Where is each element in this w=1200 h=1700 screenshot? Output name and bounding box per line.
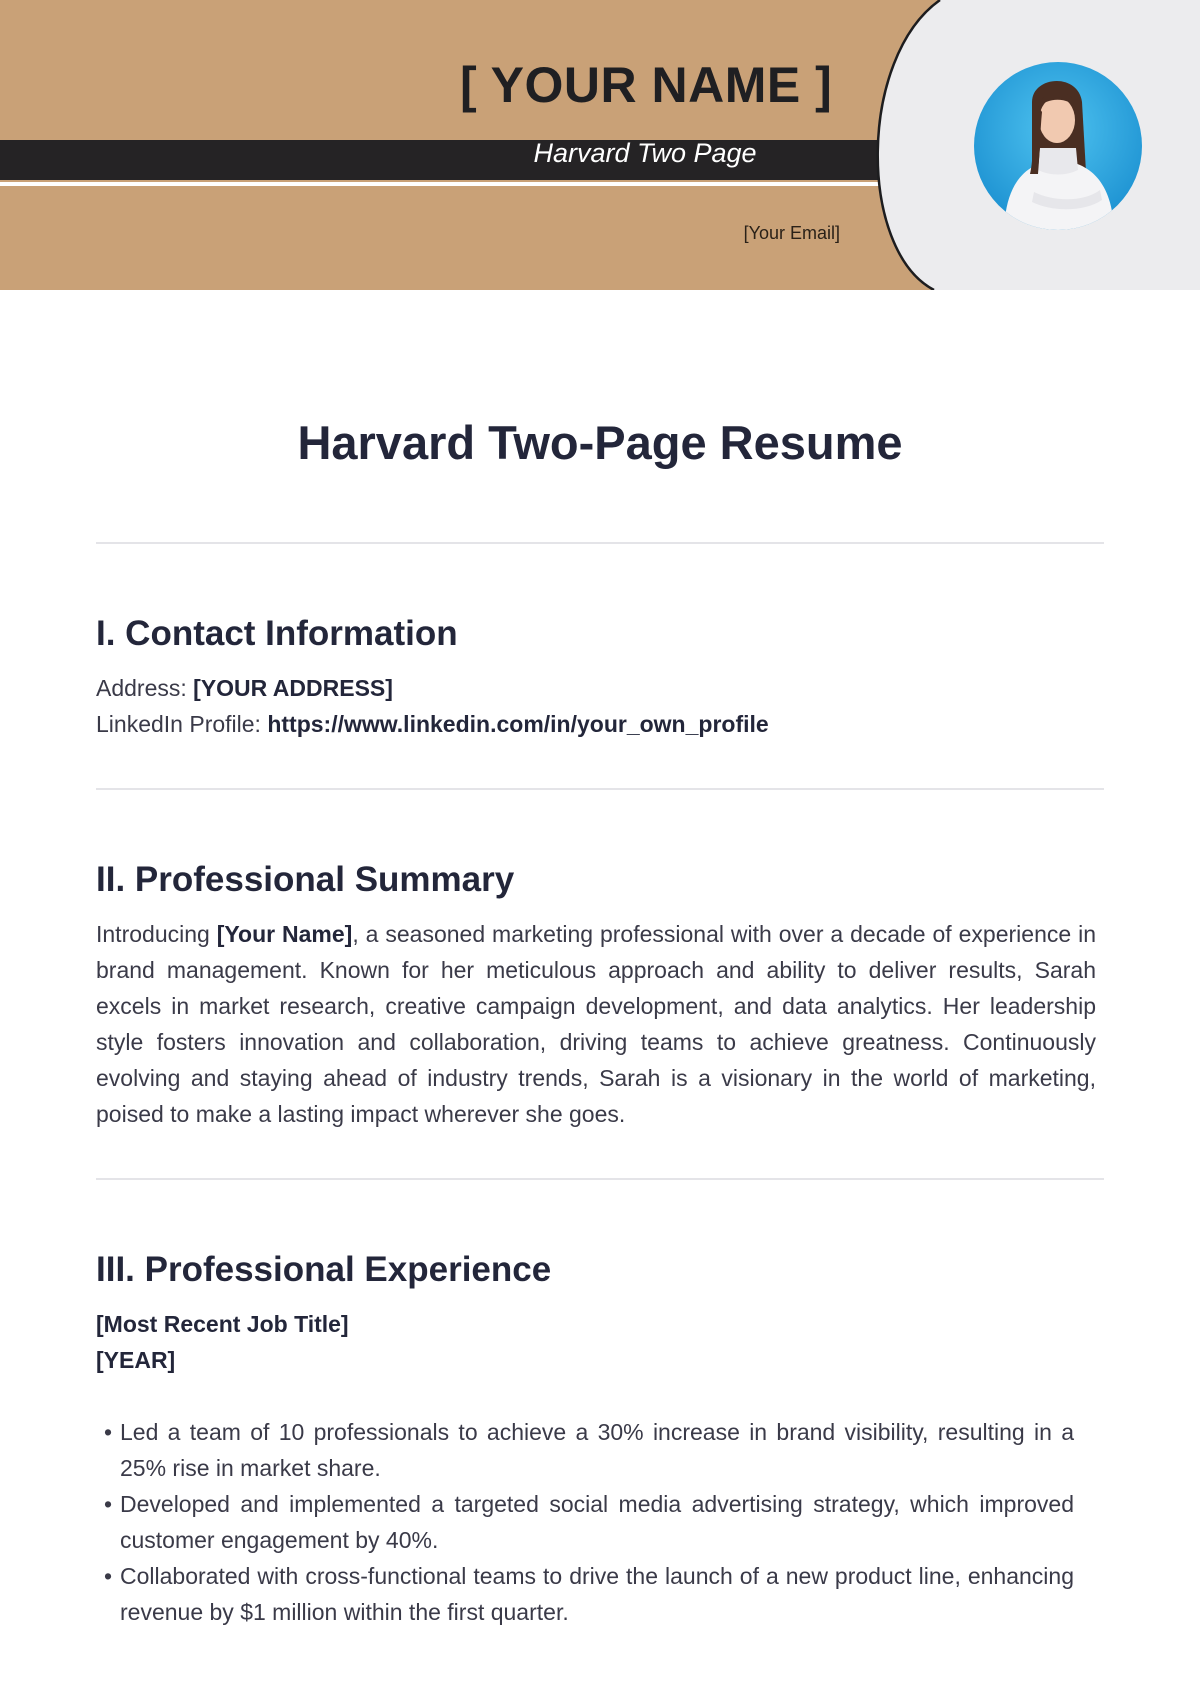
list-item: • Collaborated with cross-functional teams to drive the launch of a new product line, enhancing revenue by $1 million within the first quarter. (104, 1563, 1074, 1625)
address-label: Address: (96, 675, 194, 701)
bullet-text: Led a team of 10 professionals to achieve a 30% increase in brand visibility, resulting in a 25% rise in market share. (120, 1419, 1074, 1481)
resume-header (0, 0, 1200, 290)
job-title: [Most Recent Job Title] (96, 1311, 349, 1337)
header-name: [ YOUR NAME ] (460, 57, 833, 113)
profile-photo (974, 62, 1142, 230)
contact-address (96, 670, 1104, 706)
header-subtitle: Harvard Two Page (533, 138, 757, 168)
resume-content (96, 400, 1104, 1630)
job-year: [YEAR] (96, 1347, 176, 1373)
experience-bullet-list (96, 1414, 1074, 1630)
page-title: Harvard Two-Page Resume (297, 416, 903, 469)
section-heading-experience: III. Professional Experience (96, 1250, 552, 1289)
header-white-rule (0, 182, 900, 186)
section-heading-contact: I. Contact Information (96, 614, 458, 653)
summary-text: , a seasoned marketing professional with over a decade of experience in brand management. Known for her meticulous approach and ability to deliver results, Sarah excels in market research, creative campaign development, and data analytics. Her leadership style fosters innovation and collaboration, driving teams to achieve greatness. Continuously evolving and staying ahead of industry trends, Sarah is a visionary in the world of marketing, poised to make a lasting impact wherever she goes. (96, 921, 1096, 1127)
linkedin-label: LinkedIn Profile: (96, 711, 268, 737)
bullet-text: Collaborated with cross-functional teams to drive the launch of a new product line, enhancing revenue by $1 million within the first quarter. (120, 1563, 1074, 1625)
list-item: • Developed and implemented a targeted social media advertising strategy, which improved customer engagement by 40%. (104, 1491, 1074, 1553)
bullet-text: Developed and implemented a targeted social media advertising strategy, which improved customer engagement by 40%. (120, 1491, 1074, 1553)
summary-name: [Your Name] (216, 921, 353, 947)
header-email: [Your Email] (743, 223, 840, 243)
summary-intro: Introducing (96, 921, 217, 947)
address-value: [YOUR ADDRESS] (193, 675, 393, 701)
contact-linkedin (96, 706, 1104, 742)
list-item: • Led a team of 10 professionals to achieve a 30% increase in brand visibility, resulting in a 25% rise in market share. (104, 1419, 1074, 1481)
linkedin-value[interactable]: https://www.linkedin.com/in/your_own_profile (267, 711, 769, 737)
section-heading-summary: II. Professional Summary (96, 860, 515, 899)
summary-paragraph (96, 916, 1096, 1132)
